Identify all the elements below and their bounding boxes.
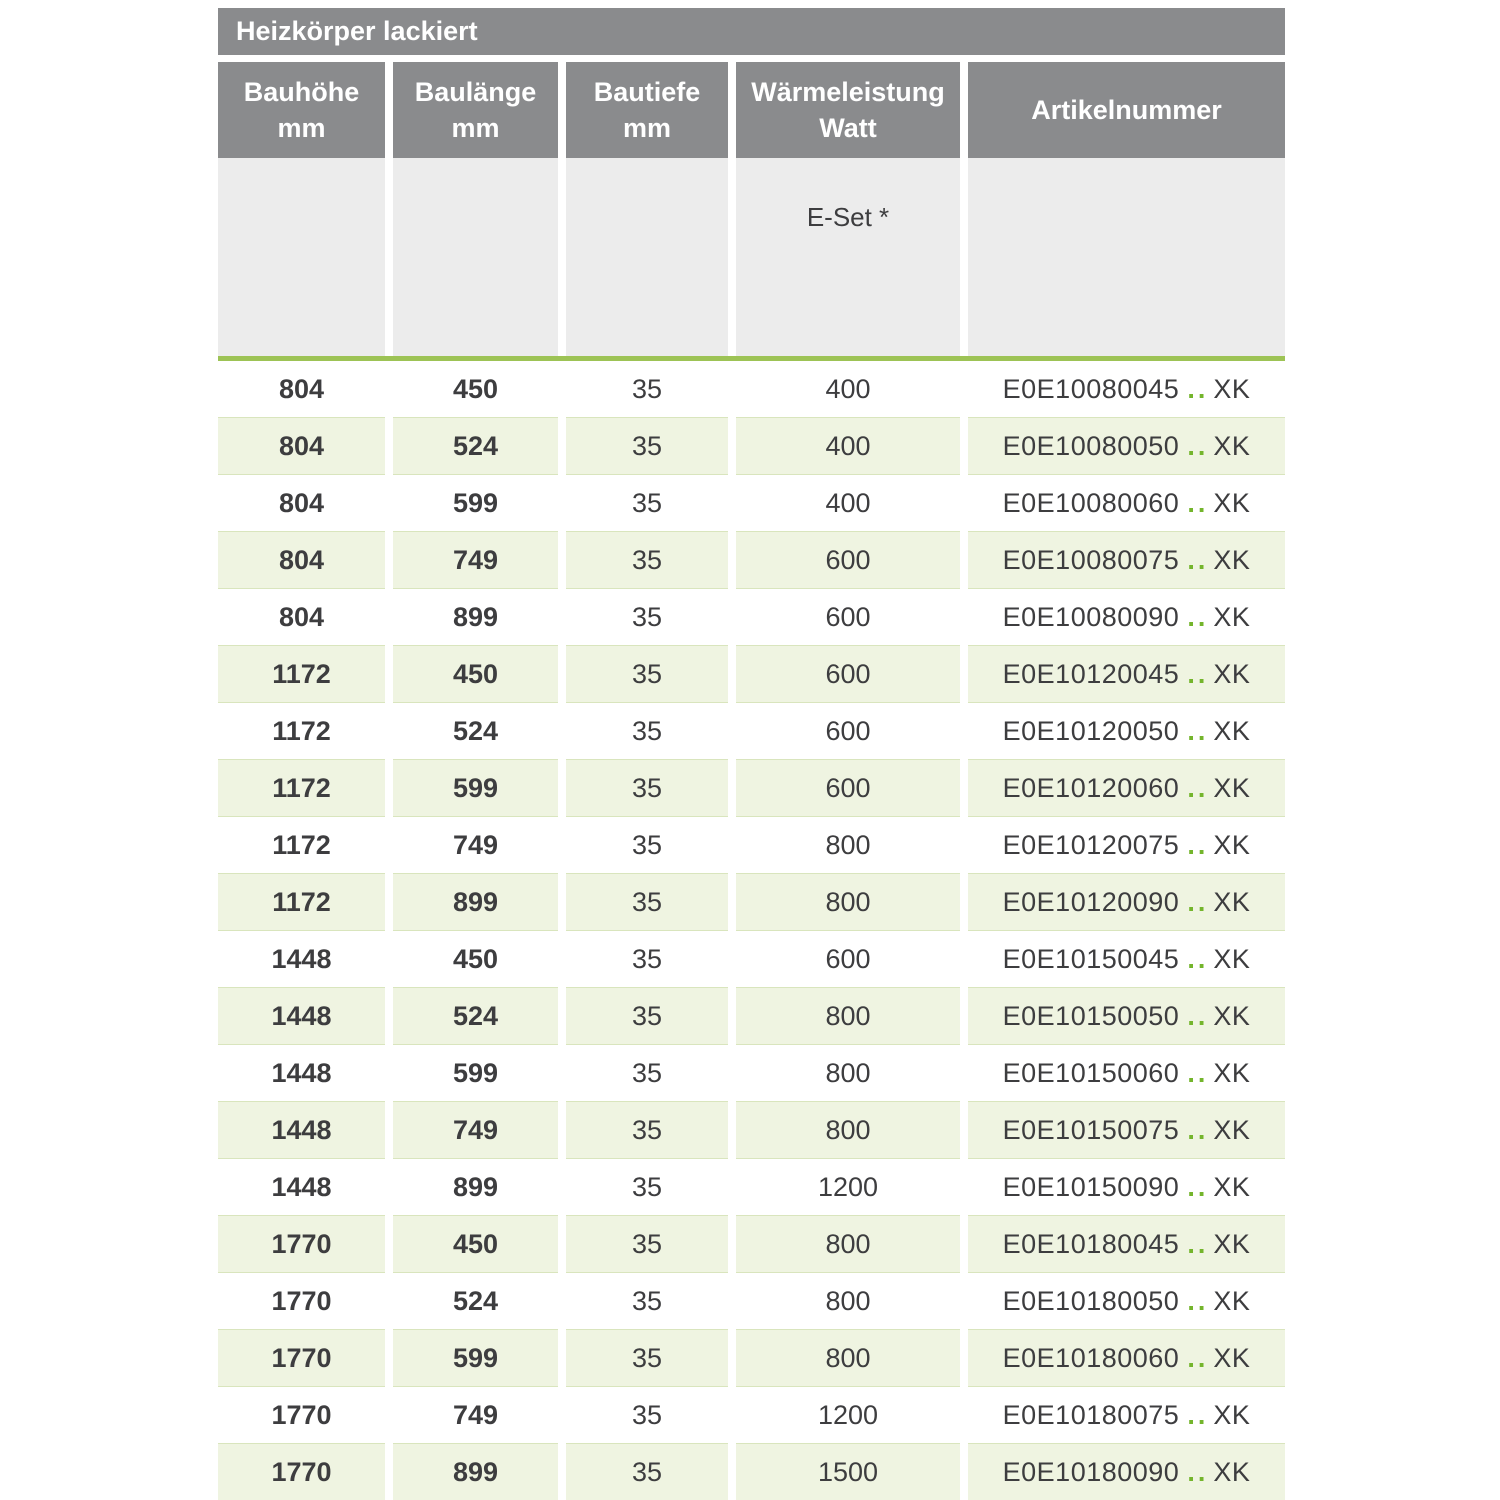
cell-artikelnummer: [968, 1159, 1285, 1216]
eset-label: E-Set *: [806, 202, 890, 232]
cell-waermeleistung: 800: [736, 1216, 960, 1273]
cell-waermeleistung: 600: [736, 931, 960, 988]
artikel-number: E0E10150045: [1002, 943, 1180, 974]
table-row: [218, 1273, 1285, 1330]
cell-bauhoehe: 1448: [218, 1045, 385, 1102]
artikel-dots: ..: [1187, 544, 1209, 575]
cell-waermeleistung: 400: [736, 361, 960, 418]
artikel-suffix: XK: [1213, 829, 1251, 860]
cell-bautiefe: 35: [566, 703, 728, 760]
col-unit: mm: [277, 113, 326, 143]
artikel-suffix: XK: [1213, 1114, 1251, 1145]
artikel-suffix: XK: [1213, 601, 1251, 632]
cell-waermeleistung: 1200: [736, 1159, 960, 1216]
cell-bauhoehe: 804: [218, 361, 385, 418]
cell-bauhoehe: 1448: [218, 1159, 385, 1216]
cell-baulaenge: 749: [393, 1102, 558, 1159]
artikel-suffix: XK: [1213, 430, 1251, 461]
cell-bauhoehe: 1172: [218, 874, 385, 931]
cell-artikelnummer: [968, 1045, 1285, 1102]
cell-waermeleistung: 800: [736, 817, 960, 874]
cell-baulaenge: 450: [393, 361, 558, 418]
artikel-number: E0E10180090: [1002, 1456, 1180, 1487]
cell-artikelnummer: [968, 1102, 1285, 1159]
cell-waermeleistung: 600: [736, 646, 960, 703]
cell-artikelnummer: [968, 1330, 1285, 1387]
cell-waermeleistung: 800: [736, 1273, 960, 1330]
cell-artikelnummer: [968, 1387, 1285, 1444]
cell-bauhoehe: 1770: [218, 1387, 385, 1444]
artikel-suffix: XK: [1213, 1000, 1251, 1031]
col-label: Wärmeleistung: [751, 76, 945, 107]
artikel-dots: ..: [1187, 943, 1209, 974]
cell-baulaenge: 450: [393, 931, 558, 988]
artikel-dots: ..: [1187, 1399, 1209, 1430]
cell-baulaenge: 899: [393, 1444, 558, 1500]
cell-baulaenge: 749: [393, 817, 558, 874]
subheader-cell-bauhoehe: [218, 158, 385, 356]
artikel-number: E0E10150050: [1002, 1000, 1180, 1031]
artikel-dots: ..: [1187, 1171, 1209, 1202]
artikel-number: E0E10150075: [1002, 1114, 1180, 1145]
cell-artikelnummer: [968, 931, 1285, 988]
cell-bauhoehe: 1172: [218, 817, 385, 874]
col-header-bauhoehe: [218, 62, 385, 158]
cell-bautiefe: 35: [566, 874, 728, 931]
artikel-number: E0E10080075: [1002, 544, 1180, 575]
cell-bautiefe: 35: [566, 1216, 728, 1273]
table-row: [218, 1330, 1285, 1387]
artikel-dots: ..: [1187, 886, 1209, 917]
cell-bauhoehe: 1172: [218, 760, 385, 817]
cell-bautiefe: 35: [566, 418, 728, 475]
table-row: [218, 418, 1285, 475]
cell-baulaenge: 899: [393, 1159, 558, 1216]
artikel-number: E0E10120060: [1002, 772, 1180, 803]
cell-baulaenge: 450: [393, 1216, 558, 1273]
cell-bauhoehe: 1770: [218, 1330, 385, 1387]
col-unit: Watt: [819, 113, 877, 143]
cell-baulaenge: 599: [393, 1045, 558, 1102]
table-row: [218, 589, 1285, 646]
table-row: [218, 361, 1285, 418]
cell-bautiefe: 35: [566, 988, 728, 1045]
cell-baulaenge: 749: [393, 532, 558, 589]
col-unit: mm: [451, 113, 500, 143]
artikel-suffix: XK: [1213, 1228, 1251, 1259]
cell-waermeleistung: 800: [736, 1102, 960, 1159]
artikel-suffix: XK: [1213, 1171, 1251, 1202]
subheader-cell-baulaenge: [393, 158, 558, 356]
cell-artikelnummer: [968, 874, 1285, 931]
table-row: [218, 1387, 1285, 1444]
cell-bautiefe: 35: [566, 1273, 728, 1330]
artikel-suffix: XK: [1213, 1399, 1251, 1430]
cell-bauhoehe: 804: [218, 418, 385, 475]
artikel-suffix: XK: [1213, 715, 1251, 746]
cell-bautiefe: 35: [566, 817, 728, 874]
cell-bauhoehe: 1172: [218, 646, 385, 703]
artikel-number: E0E10120050: [1002, 715, 1180, 746]
table-row: [218, 1216, 1285, 1273]
artikel-suffix: XK: [1213, 886, 1251, 917]
cell-artikelnummer: [968, 1273, 1285, 1330]
cell-artikelnummer: [968, 589, 1285, 646]
artikel-suffix: XK: [1213, 1285, 1251, 1316]
cell-bauhoehe: 1770: [218, 1273, 385, 1330]
cell-artikelnummer: [968, 361, 1285, 418]
cell-bautiefe: 35: [566, 475, 728, 532]
cell-baulaenge: 524: [393, 418, 558, 475]
cell-artikelnummer: [968, 475, 1285, 532]
cell-waermeleistung: 400: [736, 418, 960, 475]
table-row: [218, 817, 1285, 874]
artikel-number: E0E10080045: [1002, 373, 1180, 404]
table-row: [218, 760, 1285, 817]
cell-bautiefe: 35: [566, 760, 728, 817]
cell-bauhoehe: 1770: [218, 1216, 385, 1273]
cell-bauhoehe: 1770: [218, 1444, 385, 1500]
artikel-dots: ..: [1187, 715, 1209, 746]
col-header-waermeleistung: [736, 62, 960, 158]
cell-artikelnummer: [968, 760, 1285, 817]
table-row: [218, 532, 1285, 589]
cell-artikelnummer: [968, 646, 1285, 703]
cell-baulaenge: 899: [393, 874, 558, 931]
artikel-number: E0E10080050: [1002, 430, 1180, 461]
artikel-number: E0E10180050: [1002, 1285, 1180, 1316]
table-title-bar: [218, 8, 1285, 55]
artikel-dots: ..: [1187, 772, 1209, 803]
cell-waermeleistung: 600: [736, 760, 960, 817]
col-label: Bauhöhe: [243, 76, 360, 107]
cell-artikelnummer: [968, 703, 1285, 760]
artikel-suffix: XK: [1213, 487, 1251, 518]
cell-waermeleistung: 800: [736, 1045, 960, 1102]
cell-bauhoehe: 1172: [218, 703, 385, 760]
artikel-dots: ..: [1187, 1456, 1209, 1487]
table-row: [218, 874, 1285, 931]
artikel-suffix: XK: [1213, 943, 1251, 974]
table-row: [218, 931, 1285, 988]
artikel-suffix: XK: [1213, 1342, 1251, 1373]
artikel-suffix: XK: [1213, 1456, 1251, 1487]
artikel-dots: ..: [1187, 487, 1209, 518]
cell-bautiefe: 35: [566, 589, 728, 646]
artikel-dots: ..: [1187, 1000, 1209, 1031]
cell-baulaenge: 599: [393, 1330, 558, 1387]
artikel-dots: ..: [1187, 1228, 1209, 1259]
col-label: Artikelnummer: [1031, 94, 1222, 125]
cell-baulaenge: 524: [393, 988, 558, 1045]
cell-waermeleistung: 400: [736, 475, 960, 532]
cell-baulaenge: 599: [393, 760, 558, 817]
cell-waermeleistung: 600: [736, 532, 960, 589]
table-row: [218, 1045, 1285, 1102]
artikel-number: E0E10180045: [1002, 1228, 1180, 1259]
artikel-suffix: XK: [1213, 544, 1251, 575]
table-row: [218, 475, 1285, 532]
col-label: Bautiefe: [593, 76, 701, 107]
cell-bautiefe: 35: [566, 1444, 728, 1500]
col-label: Baulänge: [414, 76, 537, 107]
cell-baulaenge: 749: [393, 1387, 558, 1444]
cell-artikelnummer: [968, 532, 1285, 589]
cell-bautiefe: 35: [566, 1387, 728, 1444]
cell-bauhoehe: 1448: [218, 988, 385, 1045]
artikel-number: E0E10080060: [1002, 487, 1180, 518]
artikel-dots: ..: [1187, 373, 1209, 404]
subheader-cell-eset: [736, 158, 960, 356]
artikel-suffix: XK: [1213, 373, 1251, 404]
col-header-bautiefe: [566, 62, 728, 158]
cell-artikelnummer: [968, 1216, 1285, 1273]
artikel-dots: ..: [1187, 1114, 1209, 1145]
cell-bautiefe: 35: [566, 646, 728, 703]
subheader-cell-bautiefe: [566, 158, 728, 356]
table-body: [218, 361, 1285, 1500]
table-row: [218, 1159, 1285, 1216]
cell-waermeleistung: 800: [736, 874, 960, 931]
artikel-number: E0E10180060: [1002, 1342, 1180, 1373]
artikel-dots: ..: [1187, 829, 1209, 860]
table-header-row: [218, 62, 1285, 158]
artikel-suffix: XK: [1213, 1057, 1251, 1088]
cell-bauhoehe: 1448: [218, 1102, 385, 1159]
subheader-cell-artikelnummer: [968, 158, 1285, 356]
cell-bauhoehe: 804: [218, 532, 385, 589]
artikel-number: E0E10150090: [1002, 1171, 1180, 1202]
cell-waermeleistung: 1500: [736, 1444, 960, 1500]
cell-waermeleistung: 1200: [736, 1387, 960, 1444]
artikel-number: E0E10120045: [1002, 658, 1180, 689]
col-header-artikelnummer: [968, 62, 1285, 158]
cell-bautiefe: 35: [566, 532, 728, 589]
artikel-number: E0E10150060: [1002, 1057, 1180, 1088]
col-header-baulaenge: [393, 62, 558, 158]
cell-baulaenge: 524: [393, 1273, 558, 1330]
table-subheader-row: [218, 158, 1285, 356]
cell-bautiefe: 35: [566, 1330, 728, 1387]
artikel-suffix: XK: [1213, 772, 1251, 803]
cell-baulaenge: 450: [393, 646, 558, 703]
cell-waermeleistung: 800: [736, 988, 960, 1045]
table-row: [218, 646, 1285, 703]
artikel-dots: ..: [1187, 601, 1209, 632]
artikel-dots: ..: [1187, 658, 1209, 689]
artikel-number: E0E10080090: [1002, 601, 1180, 632]
cell-baulaenge: 524: [393, 703, 558, 760]
cell-waermeleistung: 600: [736, 589, 960, 646]
table-row: [218, 1102, 1285, 1159]
artikel-suffix: XK: [1213, 658, 1251, 689]
cell-bautiefe: 35: [566, 361, 728, 418]
artikel-number: E0E10120090: [1002, 886, 1180, 917]
artikel-dots: ..: [1187, 1342, 1209, 1373]
cell-waermeleistung: 800: [736, 1330, 960, 1387]
artikel-dots: ..: [1187, 1057, 1209, 1088]
cell-bauhoehe: 804: [218, 589, 385, 646]
table-title: Heizkörper lackiert: [236, 16, 478, 46]
artikel-number: E0E10120075: [1002, 829, 1180, 860]
artikel-number: E0E10180075: [1002, 1399, 1180, 1430]
cell-baulaenge: 599: [393, 475, 558, 532]
cell-artikelnummer: [968, 418, 1285, 475]
cell-bautiefe: 35: [566, 1045, 728, 1102]
cell-bauhoehe: 1448: [218, 931, 385, 988]
cell-artikelnummer: [968, 1444, 1285, 1500]
table-row: [218, 1444, 1285, 1500]
cell-artikelnummer: [968, 988, 1285, 1045]
artikel-dots: ..: [1187, 1285, 1209, 1316]
table-row: [218, 703, 1285, 760]
cell-waermeleistung: 600: [736, 703, 960, 760]
cell-bautiefe: 35: [566, 1159, 728, 1216]
table-row: [218, 988, 1285, 1045]
cell-bautiefe: 35: [566, 931, 728, 988]
cell-bauhoehe: 804: [218, 475, 385, 532]
cell-bautiefe: 35: [566, 1102, 728, 1159]
cell-artikelnummer: [968, 817, 1285, 874]
col-unit: mm: [622, 113, 671, 143]
cell-baulaenge: 899: [393, 589, 558, 646]
artikel-dots: ..: [1187, 430, 1209, 461]
product-spec-table: [218, 8, 1285, 1500]
